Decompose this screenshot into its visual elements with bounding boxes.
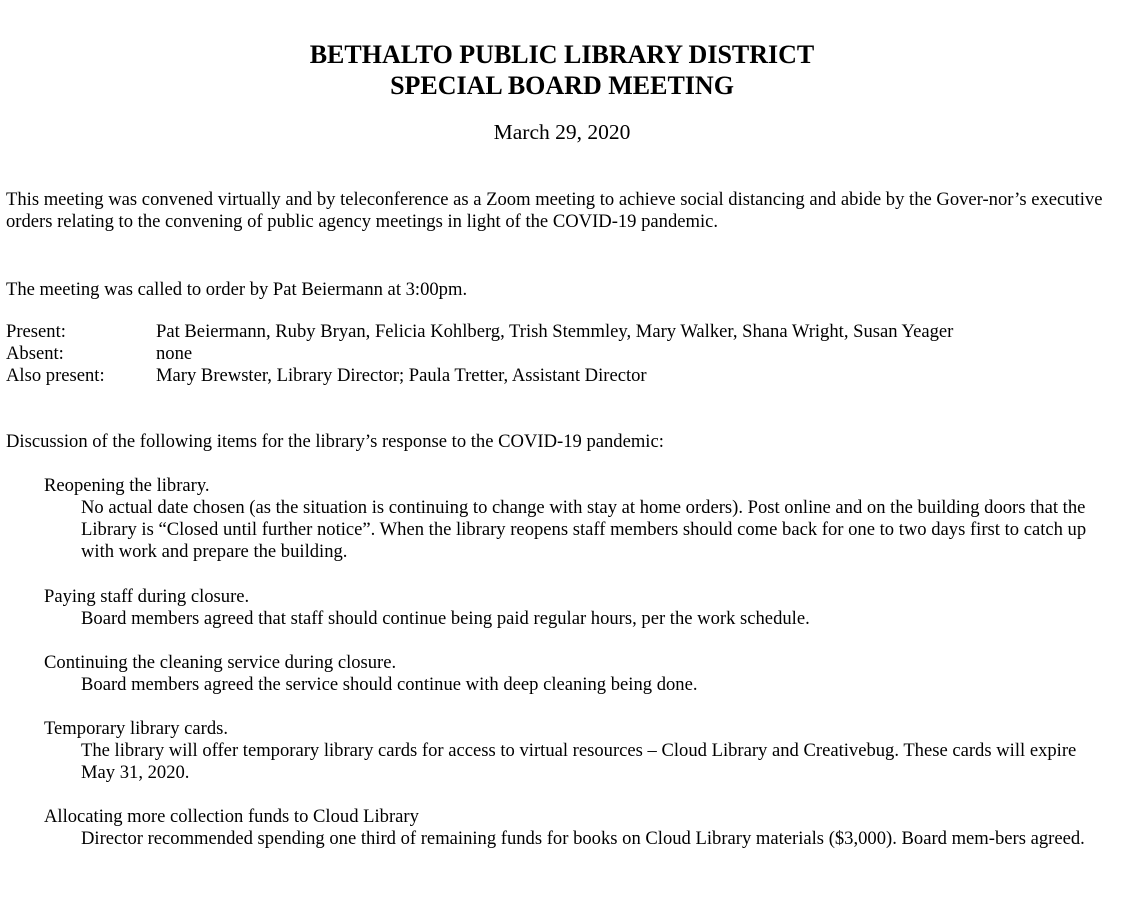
document-subtitle: SPECIAL BOARD MEETING	[390, 71, 734, 100]
agenda-item-paying-staff	[44, 586, 1114, 630]
agenda-item-heading: Continuing the cleaning service during closure.	[44, 652, 397, 673]
intro-paragraph: This meeting was convened virtually and by teleconference as a Zoom meeting to achieve social distancing and abide by the Gover-nor’s executive orders relating to the convening of public agency meetings in light of the COVID-19 pandemic.	[6, 189, 1103, 232]
agenda-item-heading: Paying staff during closure.	[44, 586, 250, 607]
agenda-item-body: Board members agreed that staff should continue being paid regular hours, per the work schedule.	[81, 608, 810, 629]
agenda-item-body: The library will offer temporary library cards for access to virtual resources – Cloud Library and Creativebug. These cards will expire May 31, 2020.	[81, 740, 1077, 783]
attendance-value: Mary Brewster, Library Director; Paula Tretter, Assistant Director	[156, 365, 647, 386]
agenda-item-reopening	[44, 475, 1114, 563]
agenda-item-temporary-cards	[44, 718, 1114, 784]
attendance-value: none	[156, 343, 193, 364]
attendance-row-also-present	[6, 365, 1114, 387]
agenda-item-cleaning-service	[44, 652, 1114, 696]
agenda-item-collection-funds	[44, 806, 1114, 850]
meeting-date: March 29, 2020	[493, 120, 631, 144]
agenda-item-heading: Allocating more collection funds to Cloud Library	[44, 806, 419, 827]
attendance-label: Absent:	[6, 343, 64, 364]
discussion-intro: Discussion of the following items for the library’s response to the COVID-19 pandemic:	[6, 431, 664, 452]
attendance-value: Pat Beiermann, Ruby Bryan, Felicia Kohlberg, Trish Stemmley, Mary Walker, Shana Wright, Susan Yeager	[156, 321, 954, 342]
agenda-item-body: Board members agreed the service should continue with deep cleaning being done.	[81, 674, 698, 695]
agenda-item-body: No actual date chosen (as the situation is continuing to change with stay at home orders). Post online and on the building doors that the Library is “Closed until further notice”. When the library reopens staff members should come back for one to two days first to catch up with work and prepare the building.	[81, 497, 1087, 562]
attendance-row-present	[6, 321, 1114, 343]
agenda-item-heading: Temporary library cards.	[44, 718, 229, 739]
agenda-item-body: Director recommended spending one third of remaining funds for books on Cloud Library materials ($3,000). Board mem-bers agreed.	[81, 828, 1085, 849]
called-to-order-paragraph: The meeting was called to order by Pat Beiermann at 3:00pm.	[6, 279, 468, 300]
attendance-row-absent	[6, 343, 1114, 365]
agenda-item-heading: Reopening the library.	[44, 475, 210, 496]
document-title: BETHALTO PUBLIC LIBRARY DISTRICT	[309, 40, 815, 69]
attendance-label: Also present:	[6, 365, 105, 386]
attendance-label: Present:	[6, 321, 66, 342]
